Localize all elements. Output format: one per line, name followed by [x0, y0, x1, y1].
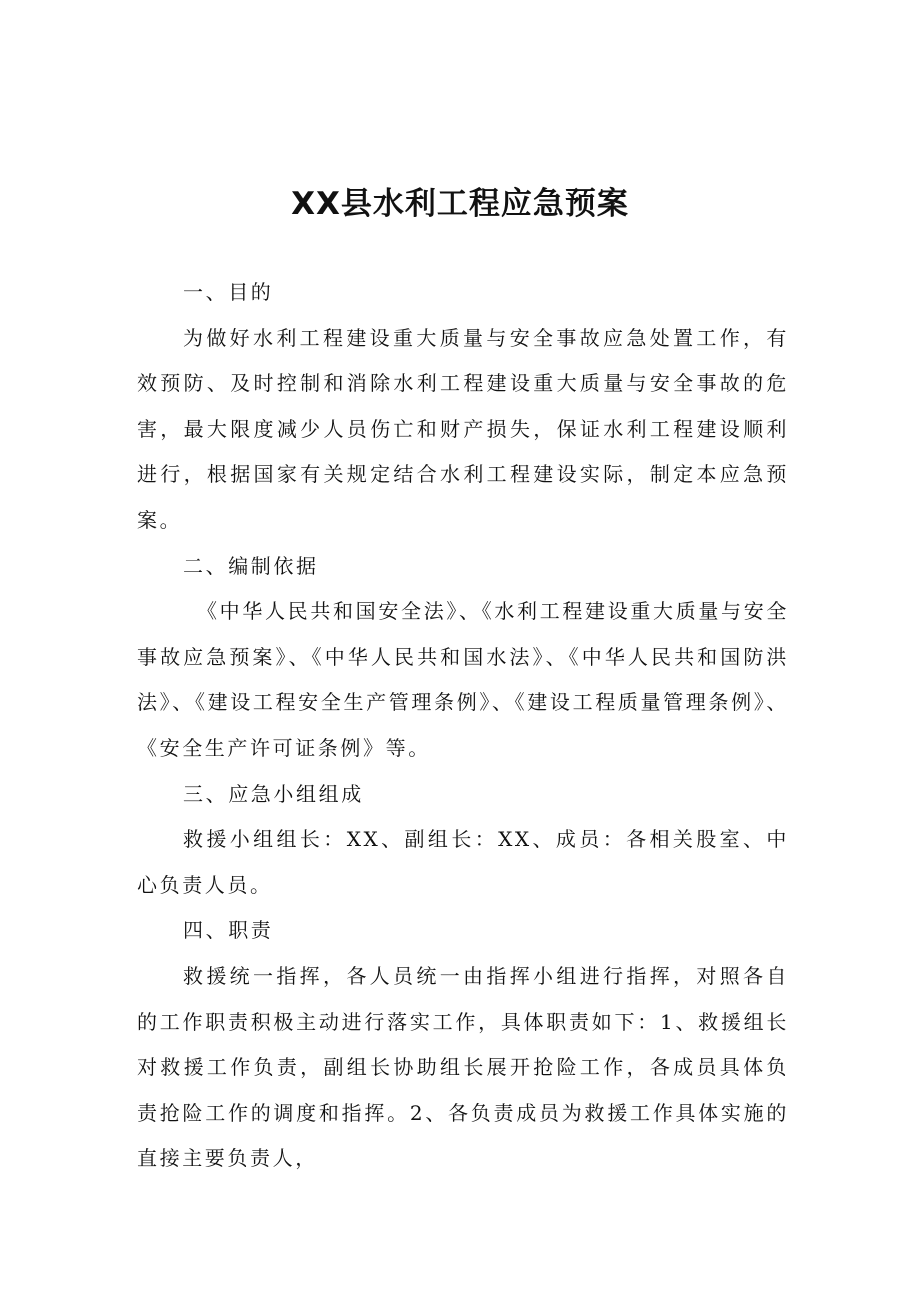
section-paragraph: 救援小组组长：XX、副组长：XX、成员：各相关股室、中心负责人员。 [137, 827, 789, 897]
section-heading: 三、应急小组组成 [183, 781, 364, 806]
document-body [137, 270, 789, 1182]
section-heading: 四、职责 [183, 918, 274, 943]
section-heading: 一、目的 [183, 280, 274, 304]
section-team [137, 772, 789, 909]
section-basis [137, 544, 789, 772]
section-paragraph: 《中华人民共和国安全法》、《水利工程建设重大质量与安全事故应急预案》、《中华人民共和国水法》、《中华人民共和国防洪法》、《建设工程安全生产管理条例》、《建设工程质量管理条例》、《安全生产许可证条例》等。 [137, 599, 789, 760]
section-purpose [137, 270, 789, 544]
section-paragraph: 救援统一指挥，各人员统一由指挥小组进行指挥，对照各自的工作职责积极主动进行落实工作，具体职责如下：1、救援组长对救援工作负责，副组长协助组长展开抢险工作，各成员具体负责抢险工作的调度和指挥。2、各负责成员为救援工作具体实施的直接主要负责人， [137, 963, 789, 1171]
section-paragraph: 为做好水利工程建设重大质量与安全事故应急处置工作，有效预防、及时控制和消除水利工程建设重大质量与安全事故的危害，最大限度减少人员伤亡和财产损失，保证水利工程建设顺利进行，根据国家有关规定结合水利工程建设实际，制定本应急预案。 [137, 325, 789, 532]
section-heading: 二、编制依据 [183, 553, 319, 578]
section-duties [137, 908, 789, 1182]
document-title: XX县水利工程应急预案 [291, 186, 629, 222]
